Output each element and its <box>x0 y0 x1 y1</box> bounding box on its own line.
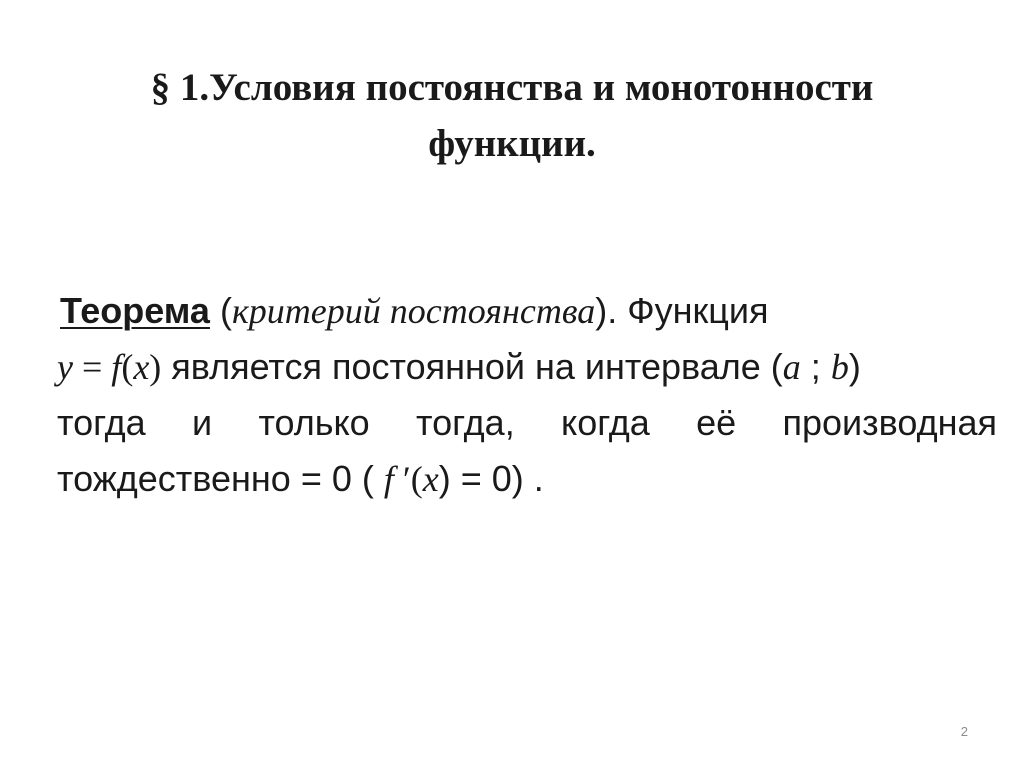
theorem-line-1 <box>57 283 997 339</box>
interval-separator: ; <box>800 346 831 387</box>
formula-y: y <box>57 347 73 387</box>
interval-b: b <box>830 347 849 387</box>
slide-title-line-2: функции. <box>428 122 596 165</box>
formula-equals: = <box>72 347 112 387</box>
formula-f: f <box>111 347 122 387</box>
interval-close: ) <box>848 346 861 387</box>
theorem-line-4-rest: ) = 0) . <box>438 458 544 499</box>
theorem-line-2-text: является постоянной на интервале ( <box>161 346 783 387</box>
interval-a: a <box>782 347 801 387</box>
formula-paren-close: ) <box>149 347 162 387</box>
theorem-paren-open: ( <box>209 290 232 331</box>
formula-x: x <box>133 347 150 387</box>
slide-title <box>60 60 964 172</box>
page-number: 2 <box>960 724 968 739</box>
derivative-f: f <box>383 459 403 499</box>
theorem-line-3: тогда и только тогда, когда её производная <box>57 402 997 443</box>
theorem-block <box>57 283 997 507</box>
theorem-label: Теорема <box>60 290 210 331</box>
derivative-paren-open: ( <box>410 459 423 499</box>
slide-title-line-1: § 1.Условия постоянства и монотонности <box>150 66 874 109</box>
derivative-x: x <box>422 459 439 499</box>
theorem-line-4 <box>57 451 997 507</box>
theorem-criterion: критерий постоянства <box>231 291 596 331</box>
theorem-line-2 <box>57 339 997 395</box>
derivative-prime: ′ <box>402 459 411 499</box>
theorem-line-4-text: тождественно = 0 ( <box>57 458 384 499</box>
formula-paren-open: ( <box>121 347 134 387</box>
theorem-line-1-rest: ). Функция <box>595 290 769 331</box>
